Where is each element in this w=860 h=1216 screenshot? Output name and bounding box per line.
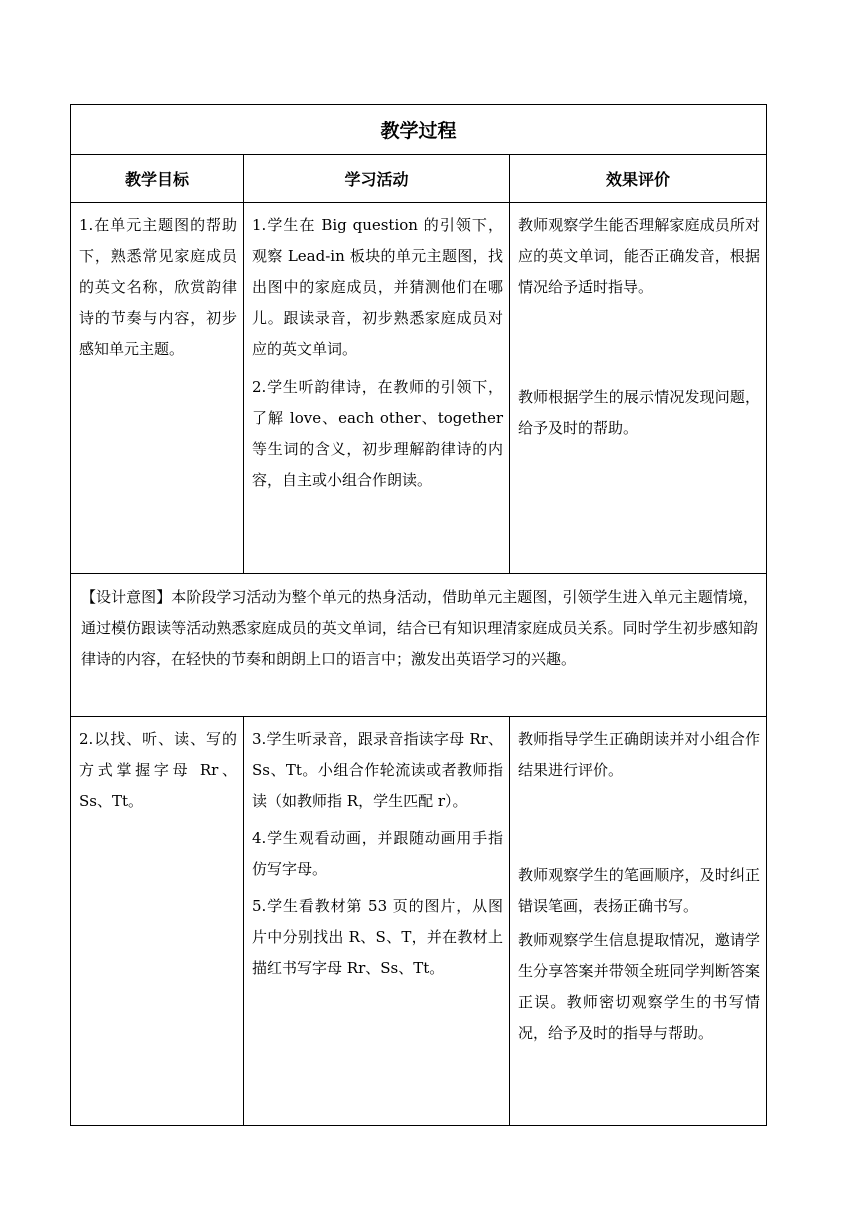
evaluation-text: 教师指导学生正确朗读并对小组合作结果进行评价。 xyxy=(518,730,760,779)
goal-cell xyxy=(71,203,244,574)
activity-text: 1.学生在 Big question 的引领下，观察 Lead-in 板块的单元主题图，找出图中的家庭成员，并猜测他们在哪儿。跟读录音，初步熟悉家庭成员对应的英文单词。 xyxy=(252,216,503,358)
activity-text: 5.学生看教材第 53 页的图片，从图片中分别找出 R、S、T，并在教材上描红书写字母 Rr、Ss、Tt。 xyxy=(252,897,503,977)
evaluation-text: 教师根据学生的展示情况发现问题，给予及时的帮助。 xyxy=(518,388,760,437)
goal-text: 1.在单元主题图的帮助下，熟悉常见家庭成员的英文名称，欣赏韵律诗的节奏与内容，初步感知单元主题。 xyxy=(79,216,237,358)
evaluation-text: 教师观察学生的笔画顺序，及时纠正错误笔画，表扬正确书写。 xyxy=(518,866,760,915)
evaluation-text: 教师观察学生信息提取情况，邀请学生分享答案并带领全班同学判断答案正误。教师密切观察学生的书写情况，给予及时的指导与帮助。 xyxy=(518,931,760,1042)
table-row xyxy=(71,203,767,574)
activity-cell xyxy=(244,203,510,574)
goal-text: 2.以找、听、读、写的方式掌握字母 Rr、Ss、Tt。 xyxy=(79,730,237,810)
design-intent-cell xyxy=(71,574,767,717)
table-row xyxy=(71,574,767,717)
activity-text: 2.学生听韵律诗，在教师的引领下，了解 love、each other、together 等生词的含义，初步理解韵律诗的内容，自主或小组合作朗读。 xyxy=(252,378,503,489)
header-teaching-goal: 教学目标 xyxy=(71,155,244,203)
header-effect-evaluation: 效果评价 xyxy=(510,155,767,203)
design-intent-text: 【设计意图】本阶段学习活动为整个单元的热身活动，借助单元主题图，引领学生进入单元主题情境，通过模仿跟读等活动熟悉家庭成员的英文单词，结合已有知识理清家庭成员关系。同时学生初步感知韵律诗的内容，在轻快的节奏和朗朗上口的语言中；激发出英语学习的兴趣。 xyxy=(81,588,758,668)
evaluation-cell xyxy=(510,717,767,1126)
activity-text: 3.学生听录音，跟录音指读字母 Rr、Ss、Tt。小组合作轮流读或者教师指读（如教师指 R，学生匹配 r）。 xyxy=(252,730,503,810)
header-learning-activity: 学习活动 xyxy=(244,155,510,203)
teaching-process-table xyxy=(70,104,767,1126)
goal-cell xyxy=(71,717,244,1126)
table-row xyxy=(71,717,767,1126)
table-title: 教学过程 xyxy=(71,105,767,155)
activity-text: 4.学生观看动画，并跟随动画用手指仿写字母。 xyxy=(252,829,503,878)
evaluation-text: 教师观察学生能否理解家庭成员所对应的英文单词，能否正确发音，根据情况给予适时指导。 xyxy=(518,216,760,296)
evaluation-cell xyxy=(510,203,767,574)
activity-cell xyxy=(244,717,510,1126)
